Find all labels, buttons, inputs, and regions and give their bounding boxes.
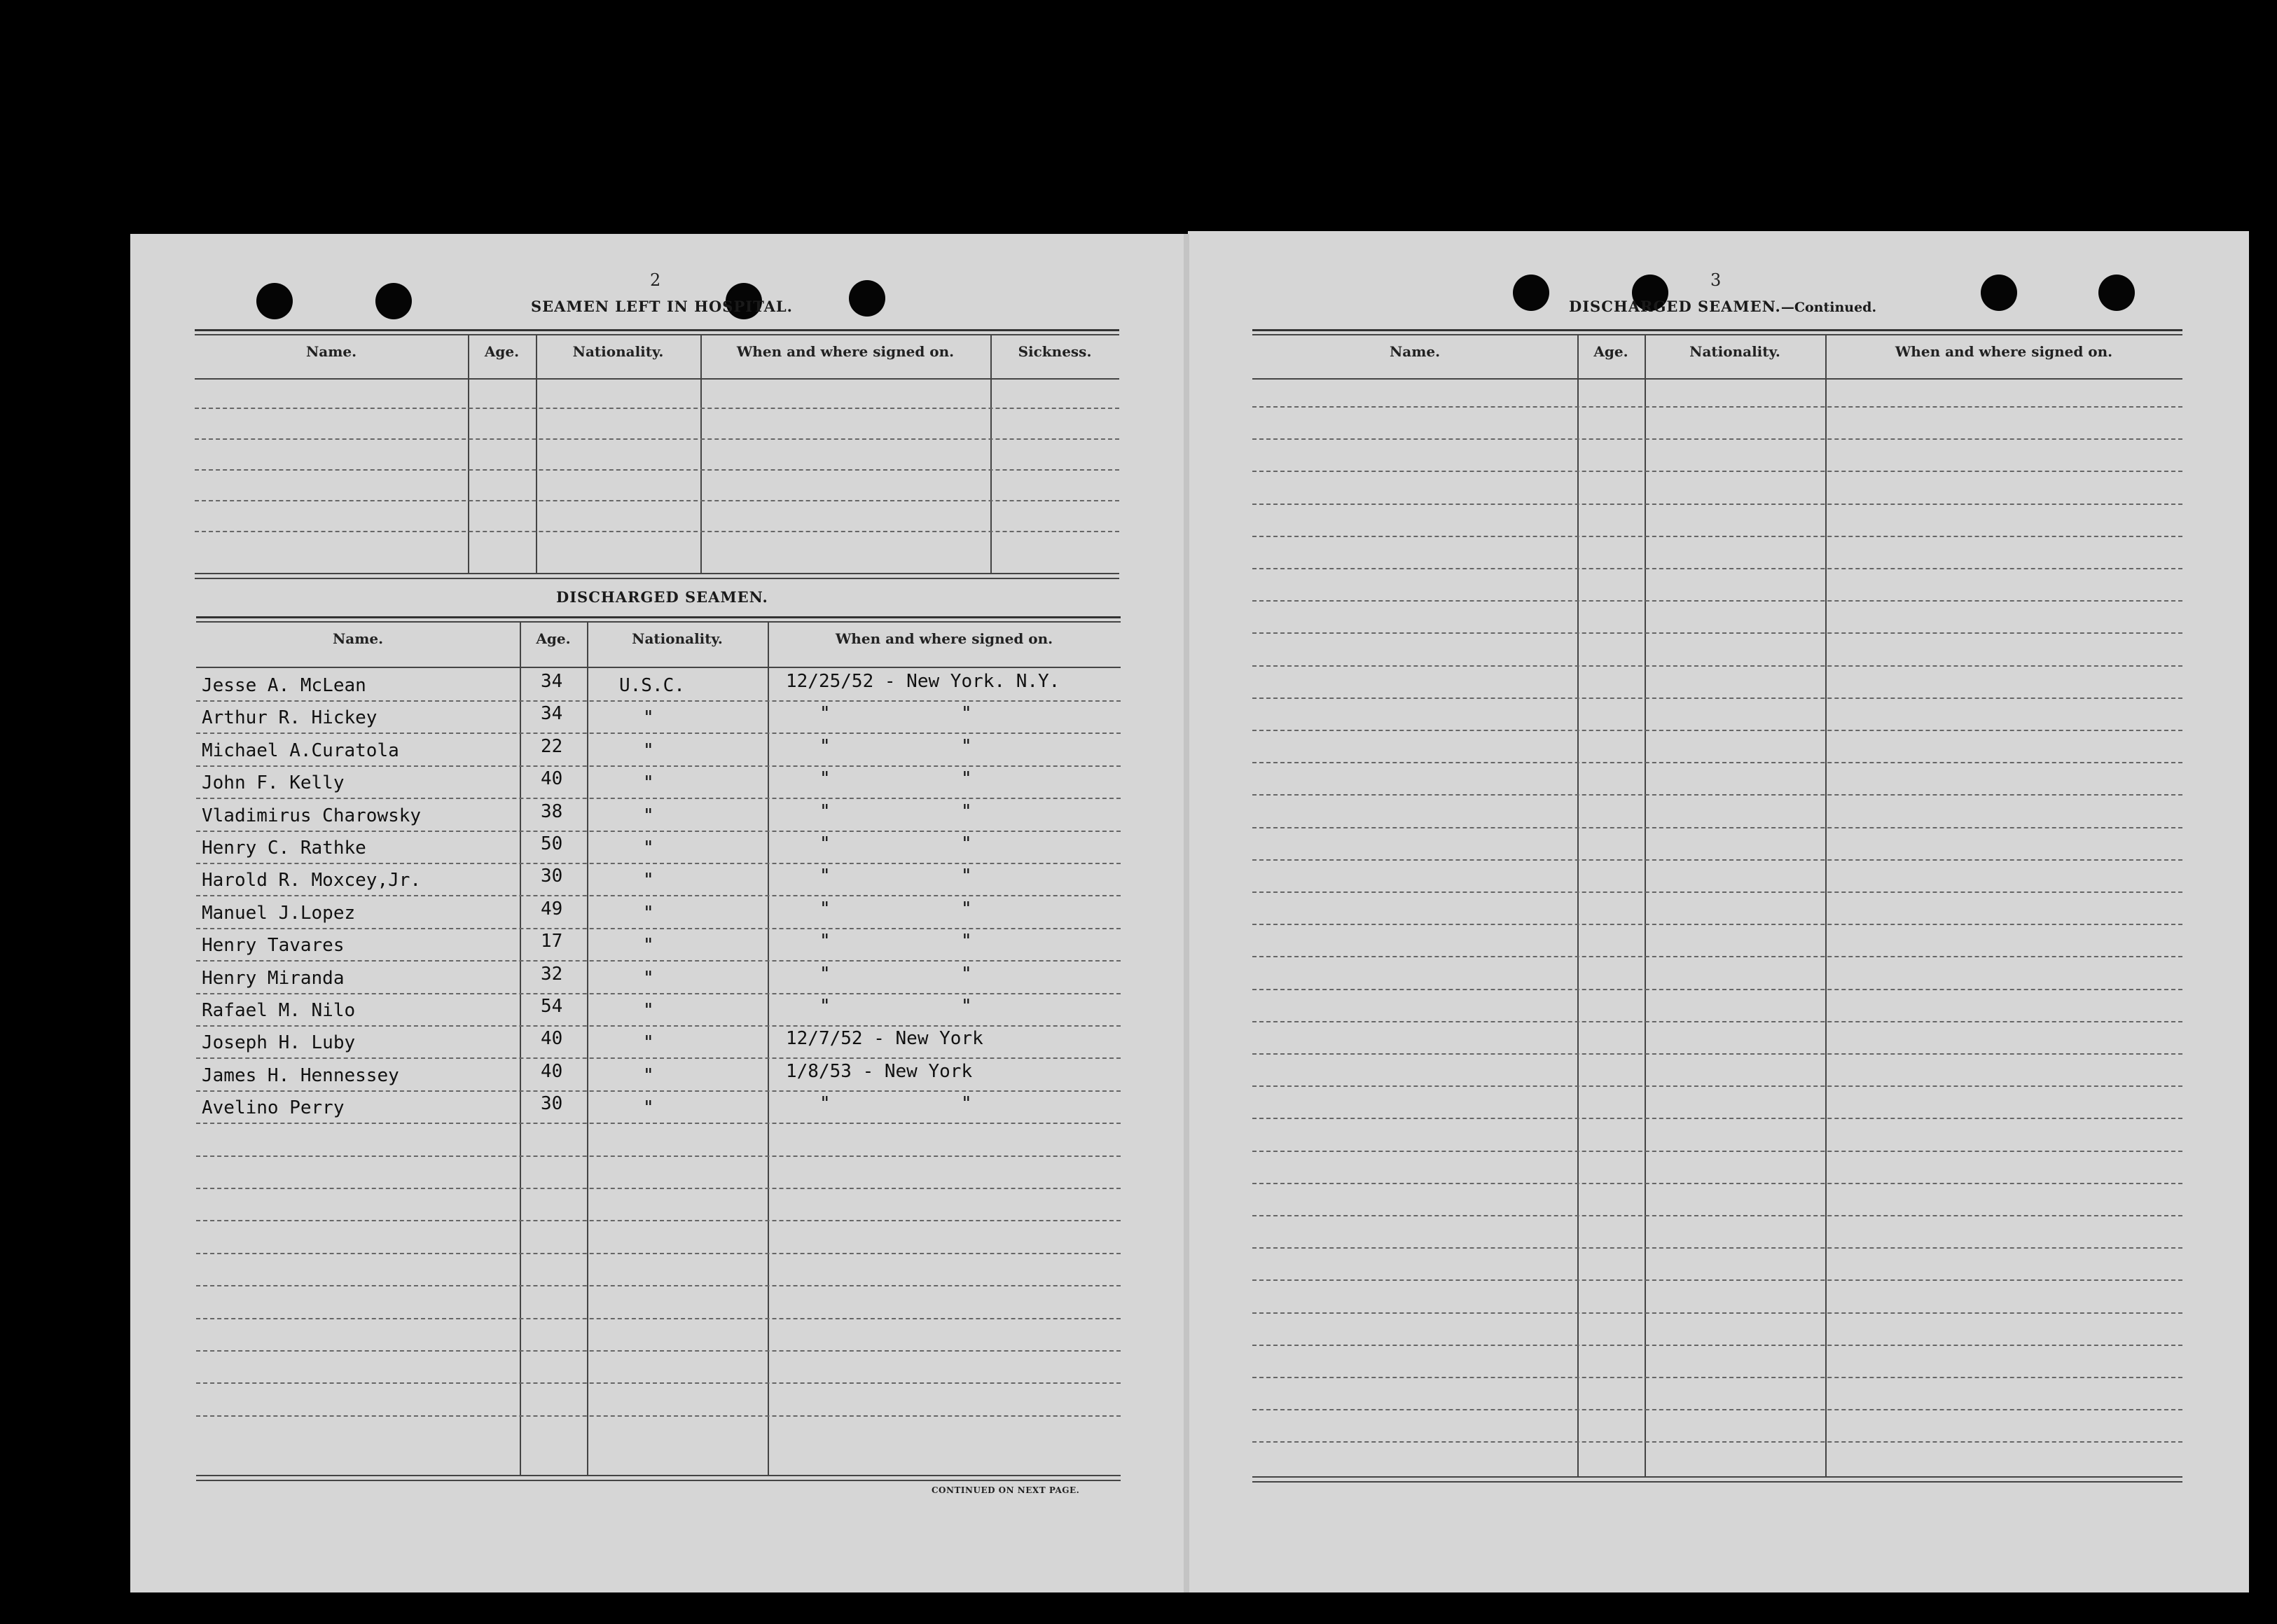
table-bottom-rule	[1252, 1481, 2182, 1483]
row-line	[196, 1382, 1121, 1384]
signed-on: 12/7/52 - New York	[786, 1028, 983, 1049]
row-line	[1252, 1215, 2182, 1216]
signed-on-date: "	[819, 703, 831, 724]
row-line	[195, 469, 1119, 471]
seaman-age: 38	[541, 801, 563, 822]
row-line	[196, 1415, 1121, 1417]
page-number: 2	[650, 270, 661, 290]
row-line	[1252, 827, 2182, 828]
row-line	[1252, 1409, 2182, 1410]
signed-on-place: "	[961, 833, 972, 854]
column-divider	[990, 335, 992, 573]
row-line	[196, 1220, 1121, 1221]
row-line	[1252, 536, 2182, 537]
signed-on-place: "	[961, 866, 972, 887]
column-divider	[468, 335, 469, 573]
row-line	[196, 1318, 1121, 1319]
seaman-age: 30	[541, 1093, 563, 1114]
seaman-name: Rafael M. Nilo	[202, 1000, 356, 1021]
punch-hole	[849, 280, 885, 317]
header-rule	[1252, 378, 2182, 380]
hospital-section-title: SEAMEN LEFT IN HOSPITAL.	[531, 298, 793, 315]
seaman-nationality: "	[643, 805, 654, 826]
seaman-name: Vladimirus Charowsky	[202, 805, 422, 826]
seaman-age: 32	[541, 964, 563, 985]
seaman-nationality: "	[643, 838, 654, 859]
page-fold	[1184, 234, 1189, 1592]
seaman-age: 22	[541, 736, 563, 757]
row-line	[1252, 504, 2182, 505]
seaman-name: Avelino Perry	[202, 1097, 345, 1118]
seaman-name: Manuel J.Lopez	[202, 903, 356, 924]
column-header-nationality: Nationality.	[572, 343, 664, 360]
table-top-rule	[195, 334, 1119, 335]
row-line	[1252, 891, 2182, 893]
discharged-section-title: DISCHARGED SEAMEN.	[556, 588, 768, 606]
signed-on-place: "	[961, 964, 972, 985]
row-line	[1252, 859, 2182, 861]
seaman-name: Arthur R. Hickey	[202, 707, 378, 728]
punch-hole	[256, 283, 293, 319]
row-line	[196, 993, 1121, 994]
table-top-rule	[196, 616, 1121, 618]
row-line	[1252, 1247, 2182, 1249]
punch-hole	[1513, 275, 1549, 311]
column-header-signed-on: When and where signed on.	[736, 343, 955, 360]
seaman-nationality: "	[643, 707, 654, 728]
signed-on-place: "	[961, 898, 972, 919]
column-header-age: Age.	[484, 343, 520, 360]
column-header-age: Age.	[536, 630, 571, 647]
column-divider	[587, 622, 588, 1475]
row-line	[196, 1025, 1121, 1027]
row-line	[1252, 1053, 2182, 1055]
row-line	[1252, 1151, 2182, 1152]
column-header-signed-on: When and where signed on.	[1895, 343, 2113, 360]
punch-hole	[375, 283, 412, 319]
continued-footer: CONTINUED ON NEXT PAGE.	[932, 1485, 1080, 1495]
seaman-age: 40	[541, 1061, 563, 1082]
signed-on-place: "	[961, 801, 972, 822]
table-top-rule	[195, 329, 1119, 331]
row-line	[196, 733, 1121, 734]
column-header-age: Age.	[1593, 343, 1628, 360]
row-line	[1252, 406, 2182, 408]
seaman-age: 34	[541, 671, 563, 692]
row-line	[1252, 600, 2182, 602]
signed-on-date: "	[819, 866, 831, 887]
signed-on-date: "	[819, 931, 831, 952]
row-line	[196, 1350, 1121, 1352]
seaman-name: James H. Hennessey	[202, 1065, 399, 1086]
row-line	[1252, 568, 2182, 569]
punch-hole	[1981, 275, 2017, 311]
row-line	[1252, 1118, 2182, 1119]
seaman-nationality: "	[643, 968, 654, 989]
seaman-age: 40	[541, 1028, 563, 1049]
continued-section-title	[1569, 298, 1876, 315]
row-line	[1252, 1441, 2182, 1443]
seaman-nationality: U.S.C.	[619, 675, 685, 696]
row-line	[1252, 1312, 2182, 1314]
seaman-nationality: "	[643, 870, 654, 891]
seaman-nationality: "	[643, 740, 654, 761]
signed-on: 12/25/52 - New York. N.Y.	[786, 671, 1060, 692]
signed-on-date: "	[819, 996, 831, 1017]
table-bottom-rule	[196, 1480, 1121, 1481]
page-number: 3	[1710, 270, 1722, 290]
row-line	[196, 863, 1121, 864]
column-header-nationality: Nationality.	[1689, 343, 1780, 360]
signed-on-date: "	[819, 801, 831, 822]
column-header-name: Name.	[332, 630, 384, 647]
seaman-age: 30	[541, 866, 563, 887]
seaman-age: 54	[541, 996, 563, 1017]
column-header-nationality: Nationality.	[632, 630, 723, 647]
table-bottom-rule	[195, 573, 1119, 574]
row-line	[1252, 438, 2182, 440]
seaman-name: Joseph H. Luby	[202, 1032, 356, 1053]
row-line	[196, 1057, 1121, 1059]
signed-on-place: "	[961, 1093, 972, 1114]
row-line	[195, 438, 1119, 440]
signed-on-place: "	[961, 703, 972, 724]
column-divider	[768, 622, 769, 1475]
signed-on: 1/8/53 - New York	[786, 1061, 973, 1082]
table-bottom-rule	[1252, 1476, 2182, 1478]
signed-on-date: "	[819, 964, 831, 985]
row-line	[196, 1155, 1121, 1157]
column-header-signed-on: When and where signed on.	[835, 630, 1053, 647]
seaman-age: 50	[541, 833, 563, 854]
right-page	[1188, 231, 2249, 1592]
row-line	[196, 765, 1121, 767]
seaman-name: Michael A.Curatola	[202, 740, 399, 761]
seaman-name: Harold R. Moxcey,Jr.	[202, 870, 422, 891]
seaman-age: 49	[541, 898, 563, 919]
column-divider	[1825, 335, 1827, 1476]
seaman-nationality: "	[643, 903, 654, 924]
signed-on-place: "	[961, 931, 972, 952]
signed-on-place: "	[961, 736, 972, 757]
row-line	[1252, 1085, 2182, 1087]
seaman-name: Henry C. Rathke	[202, 838, 366, 859]
row-line	[1252, 1279, 2182, 1281]
row-line	[1252, 1377, 2182, 1378]
column-divider	[520, 622, 521, 1475]
row-line	[1252, 989, 2182, 990]
row-line	[196, 798, 1121, 799]
row-line	[1252, 665, 2182, 667]
seaman-nationality: "	[643, 935, 654, 956]
continued-title-suffix: —Continued.	[1780, 300, 1877, 315]
signed-on-date: "	[819, 768, 831, 789]
row-line	[1252, 762, 2182, 763]
row-line	[196, 700, 1121, 702]
row-line	[1252, 1345, 2182, 1346]
signed-on-date: "	[819, 898, 831, 919]
column-divider	[700, 335, 702, 573]
row-line	[1252, 924, 2182, 925]
row-line	[196, 960, 1121, 962]
punch-hole	[2098, 275, 2135, 311]
seaman-age: 34	[541, 703, 563, 724]
signed-on-date: "	[819, 1093, 831, 1114]
signed-on-date: "	[819, 736, 831, 757]
seaman-nationality: "	[643, 1097, 654, 1118]
row-line	[1252, 794, 2182, 796]
header-rule	[195, 378, 1119, 380]
table-top-rule	[1252, 334, 2182, 335]
row-line	[1252, 698, 2182, 699]
row-line	[1252, 471, 2182, 472]
column-divider	[1645, 335, 1646, 1476]
row-line	[1252, 956, 2182, 957]
row-line	[1252, 730, 2182, 731]
row-line	[196, 928, 1121, 929]
row-line	[196, 1090, 1121, 1092]
row-line	[195, 408, 1119, 409]
table-top-rule	[196, 621, 1121, 623]
continued-title-main: DISCHARGED SEAMEN.	[1569, 298, 1781, 315]
signed-on-place: "	[961, 768, 972, 789]
seaman-nationality: "	[643, 772, 654, 793]
column-header-name: Name.	[1389, 343, 1441, 360]
row-line	[1252, 632, 2182, 634]
column-header-sickness: Sickness.	[1018, 343, 1092, 360]
seaman-age: 17	[541, 931, 563, 952]
signed-on-date: "	[819, 833, 831, 854]
header-rule	[196, 667, 1121, 668]
row-line	[196, 1123, 1121, 1124]
signed-on-place: "	[961, 996, 972, 1017]
row-line	[196, 1285, 1121, 1286]
seaman-name: Henry Miranda	[202, 968, 345, 989]
table-top-rule	[1252, 329, 2182, 331]
seaman-nationality: "	[643, 1000, 654, 1021]
row-line	[196, 1188, 1121, 1189]
row-line	[195, 531, 1119, 532]
row-line	[1252, 1021, 2182, 1022]
row-line	[196, 1253, 1121, 1254]
table-bottom-rule	[196, 1475, 1121, 1476]
row-line	[196, 895, 1121, 896]
seaman-nationality: "	[643, 1065, 654, 1086]
table-bottom-rule	[195, 578, 1119, 579]
seaman-name: John F. Kelly	[202, 772, 345, 793]
column-divider	[536, 335, 537, 573]
row-line	[1252, 1183, 2182, 1184]
row-line	[195, 500, 1119, 501]
row-line	[196, 831, 1121, 832]
column-divider	[1577, 335, 1579, 1476]
seaman-nationality: "	[643, 1032, 654, 1053]
seaman-age: 40	[541, 768, 563, 789]
seaman-name: Henry Tavares	[202, 935, 345, 956]
column-header-name: Name.	[305, 343, 357, 360]
seaman-name: Jesse A. McLean	[202, 675, 366, 696]
